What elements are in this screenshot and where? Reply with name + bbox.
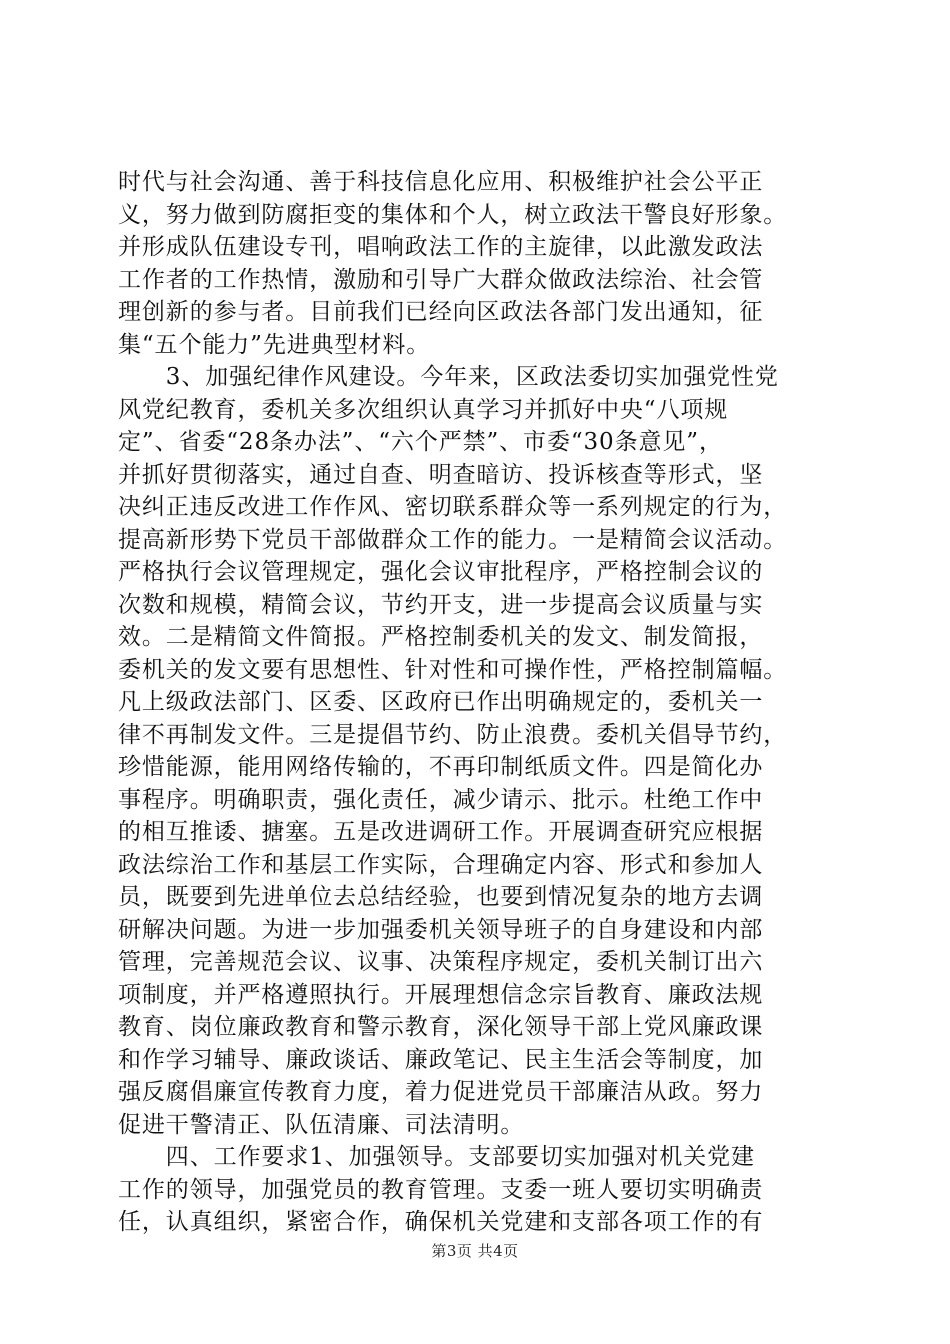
text-line: 义，努力做到防腐拒变的集体和个人，树立政法干警良好形象。 (118, 201, 788, 228)
text-line: 3、加强纪律作风建设。今年来，区政法委切实加强党性党 (118, 364, 779, 390)
text-line: 员，既要到先进单位去总结经验，也要到情况复杂的地方去调 (118, 884, 764, 910)
text-line: 风党纪教育，委机关多次组织认真学习并抓好中央“八项规 (118, 396, 729, 423)
text-line: 工作者的工作热情，激励和引导广大群众做政法综治、社会管 (118, 266, 764, 293)
text-line: 效。二是精简文件简报。严格控制委机关的发文、制发简报， (118, 624, 764, 650)
text-line: 工作的领导，加强党员的教育管理。支委一班人要切实明确责 (118, 1176, 764, 1203)
text-line: 严格执行会议管理规定，强化会议审批程序，严格控制会议的 (118, 559, 764, 585)
text-line: 集“五个能力”先进典型材料。 (118, 331, 431, 358)
text-line: 四、工作要求1、加强领导。支部要切实加强对机关党建 (118, 1144, 755, 1170)
text-line: 定”、省委“28条办法”、“六个严禁”、市委“30条意见”， (118, 429, 723, 455)
text-line: 委机关的发文要有思想性、针对性和可操作性，严格控制篇幅。 (118, 656, 788, 683)
page-footer (0, 1240, 950, 1261)
text-line: 提高新形势下党员干部做群众工作的能力。一是精简会议活动。 (118, 526, 788, 553)
text-line: 研解决问题。为进一步加强委机关领导班子的自身建设和内部 (118, 916, 764, 943)
text-line: 任，认真组织，紧密合作，确保机关党建和支部各项工作的有 (118, 1209, 764, 1235)
text-line: 理创新的参与者。目前我们已经向区政法各部门发出通知，征 (118, 299, 764, 325)
text-line: 强反腐倡廉宣传教育力度，着力促进党员干部廉洁从政。努力 (118, 1079, 764, 1105)
page-number: 第3页 共4页 (431, 1242, 519, 1260)
text-line: 事程序。明确职责，强化责任，减少请示、批示。杜绝工作中 (118, 786, 764, 813)
text-line: 促进干警清正、队伍清廉、司法清明。 (118, 1111, 525, 1138)
text-line: 次数和规模，精简会议，节约开支，进一步提高会议质量与实 (118, 591, 764, 618)
text-line: 并抓好贯彻落实，通过自查、明查暗访、投诉核查等形式，坚 (118, 461, 764, 488)
text-line: 时代与社会沟通、善于科技信息化应用、积极维护社会公平正 (118, 169, 764, 195)
text-line: 并形成队伍建设专刊，唱响政法工作的主旋律，以此激发政法 (118, 234, 764, 260)
text-line: 项制度，并严格遵照执行。开展理想信念宗旨教育、廉政法规 (118, 981, 764, 1008)
text-line: 和作学习辅导、廉政谈话、廉政笔记、民主生活会等制度，加 (118, 1046, 764, 1073)
text-line: 律不再制发文件。三是提倡节约、防止浪费。委机关倡导节约， (118, 721, 788, 748)
text-line: 的相互推诿、搪塞。五是改进调研工作。开展调查研究应根据 (118, 819, 764, 845)
text-line: 管理，完善规范会议、议事、决策程序规定，委机关制订出六 (118, 949, 764, 975)
text-line: 教育、岗位廉政教育和警示教育，深化领导干部上党风廉政课 (118, 1014, 764, 1040)
text-line: 决纠正违反改进工作作风、密切联系群众等一系列规定的行为， (118, 494, 788, 520)
text-line: 政法综治工作和基层工作实际，合理确定内容、形式和参加人 (118, 851, 764, 878)
body-text (118, 166, 838, 1239)
text-line: 凡上级政法部门、区委、区政府已作出明确规定的，委机关一 (118, 689, 764, 715)
text-line: 珍惜能源，能用网络传输的，不再印制纸质文件。四是简化办 (118, 754, 764, 780)
